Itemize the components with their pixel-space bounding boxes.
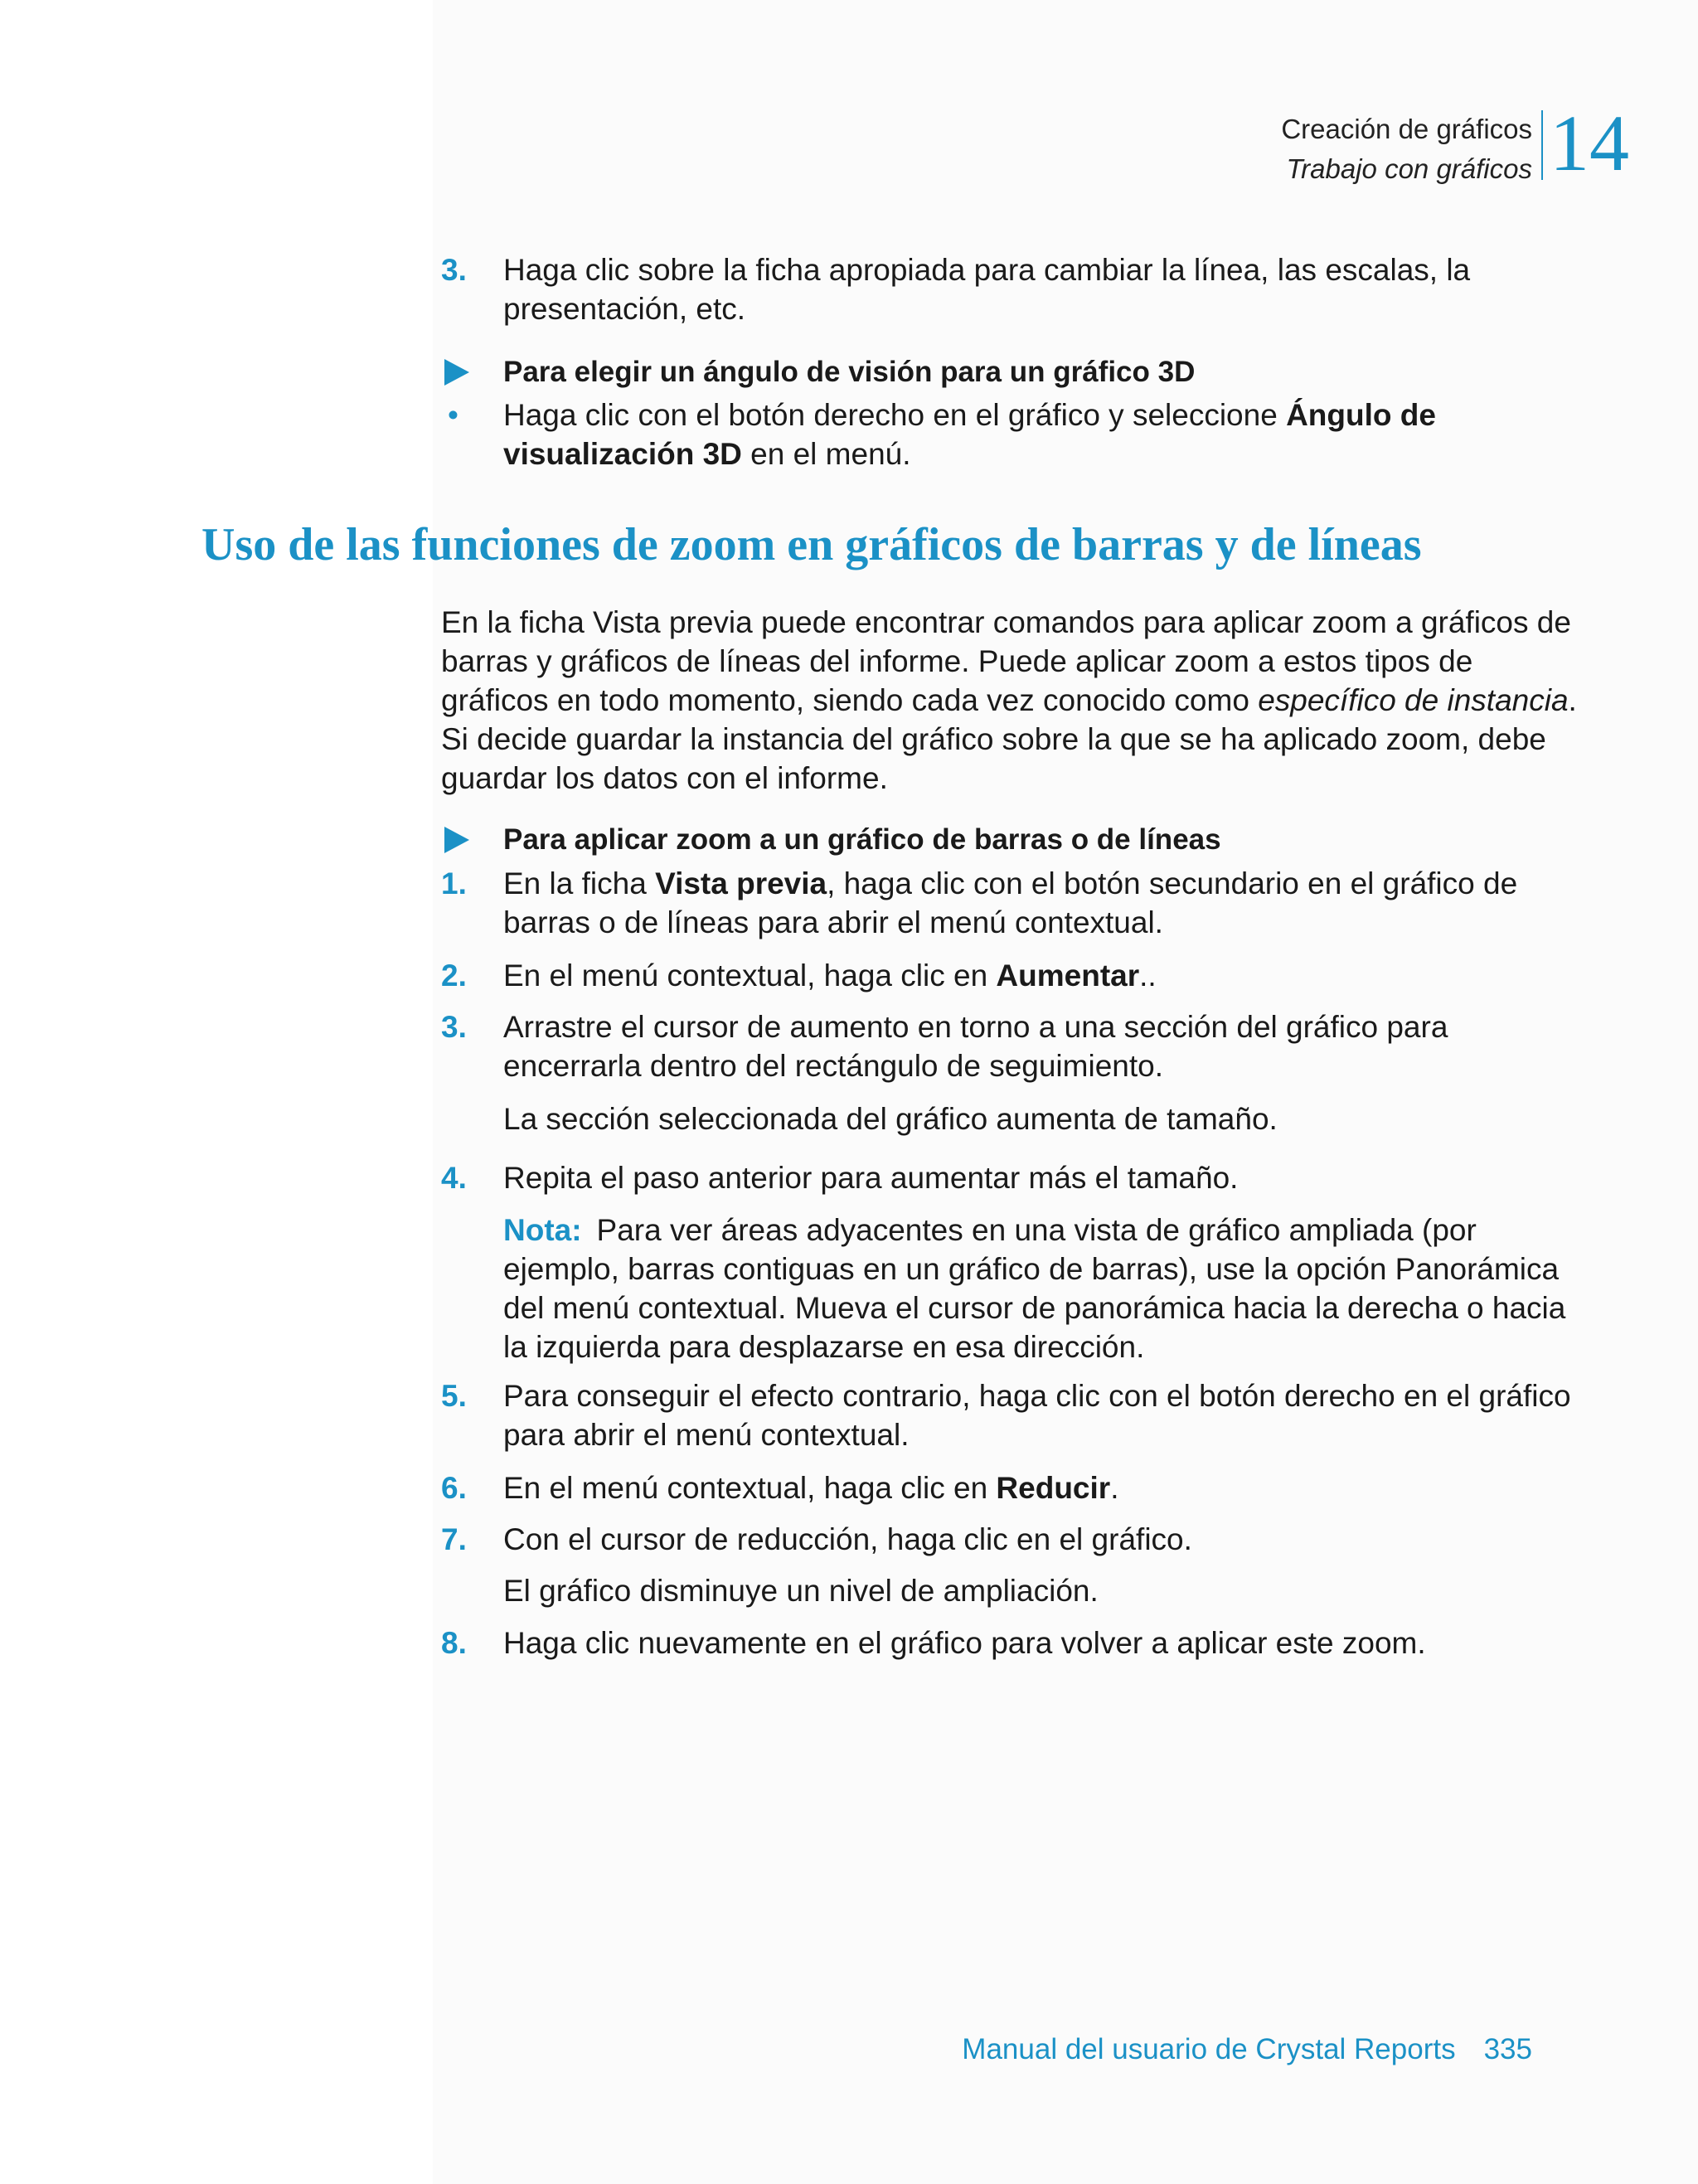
- section-paragraph: En la ficha Vista previa puede encontrar comandos para aplicar zoom a gráficos de barras y gráficos de líneas del informe. Puede aplicar zoom a estos tipos de gráficos en todo momento, siendo cada vez conocido como específico de instancia. Si decide guardar la instancia del gráfico sobre la que se ha aplicado zoom, debe guardar los datos con el informe.: [441, 605, 1577, 795]
- step-number: 8.: [441, 1626, 467, 1660]
- step-8: [441, 1623, 1577, 1662]
- step-number: 7.: [441, 1522, 467, 1556]
- step-text: En el menú contextual, haga clic en Reducir.: [503, 1471, 1119, 1505]
- procedure-title: Para aplicar zoom a un gráfico de barras o de líneas: [503, 823, 1221, 856]
- header-divider: [1541, 110, 1543, 180]
- procedure-arrow-icon: [444, 827, 469, 853]
- step-number: 3.: [441, 253, 467, 287]
- page-number: 335: [1483, 2033, 1532, 2065]
- step-5: [441, 1376, 1577, 1454]
- step-6: [441, 1468, 1577, 1507]
- intro-step: [441, 250, 1577, 328]
- step-7: [441, 1520, 1577, 1559]
- step-4: [441, 1158, 1577, 1197]
- manual-title: Manual del usuario de Crystal Reports: [962, 2033, 1456, 2065]
- step-number: 6.: [441, 1471, 467, 1505]
- step-number: 1.: [441, 866, 467, 900]
- chapter-number: 14: [1550, 99, 1629, 187]
- procedure-title: Para elegir un ángulo de visión para un gráfico 3D: [503, 356, 1196, 388]
- step-text: Haga clic nuevamente en el gráfico para volver a aplicar este zoom.: [503, 1626, 1426, 1660]
- step-text: Con el cursor de reducción, haga clic en el gráfico.: [503, 1522, 1192, 1556]
- step-text: Repita el paso anterior para aumentar más el tamaño.: [503, 1161, 1239, 1195]
- section-title: Trabajo con gráficos: [1286, 153, 1532, 184]
- step-text: Haga clic sobre la ficha apropiada para cambiar la línea, las escalas, la presentación, etc.: [503, 253, 1471, 326]
- step-text: Para conseguir el efecto contrario, haga clic con el botón derecho en el gráfico para abrir el menú contextual.: [503, 1379, 1571, 1452]
- bullet-icon: •: [448, 398, 458, 432]
- section-heading: Uso de las funciones de zoom en gráficos de barras y de líneas: [201, 519, 1422, 570]
- step-text: Arrastre el cursor de aumento en torno a una sección del gráfico para encerrarla dentro del rectángulo de seguimiento.: [503, 1010, 1448, 1083]
- procedure-3d-bullet: [441, 396, 1577, 473]
- step-number: 2.: [441, 959, 467, 993]
- procedure-arrow-icon: [444, 359, 469, 386]
- running-header: [1281, 109, 1532, 189]
- page-footer: [962, 2030, 1532, 2070]
- note: [441, 1211, 1577, 1366]
- step-7-result: [441, 1571, 1577, 1610]
- procedure-3d-title: [441, 352, 1577, 391]
- step-3: [441, 1007, 1577, 1085]
- step-result-text: El gráfico disminuye un nivel de ampliación.: [503, 1574, 1099, 1608]
- note-text: Nota: Para ver áreas adyacentes en una vista de gráfico ampliada (por ejemplo, barras contiguas en un gráfico de barras), use la opción Panorámica del menú contextual. Mueva el cursor de panorámica hacia la derecha o hacia la izquierda para desplazarse en esa dirección.: [503, 1213, 1566, 1364]
- step-2: [441, 956, 1577, 995]
- step-1: [441, 864, 1577, 942]
- step-text: En la ficha Vista previa, haga clic con el botón secundario en el gráfico de barras o de líneas para abrir el menú contextual.: [503, 866, 1518, 939]
- step-3-result: [441, 1099, 1577, 1138]
- step-number: 4.: [441, 1161, 467, 1195]
- bullet-text: Haga clic con el botón derecho en el gráfico y seleccione Ángulo de visualización 3D en el menú.: [503, 398, 1436, 471]
- note-label: Nota:: [503, 1213, 582, 1247]
- chapter-title: Creación de gráficos: [1281, 114, 1532, 144]
- step-result-text: La sección seleccionada del gráfico aumenta de tamaño.: [503, 1102, 1278, 1136]
- step-number: 5.: [441, 1379, 467, 1413]
- procedure-zoom-title: [441, 820, 1577, 859]
- step-text: En el menú contextual, haga clic en Aumentar..: [503, 959, 1157, 993]
- step-number: 3.: [441, 1010, 467, 1044]
